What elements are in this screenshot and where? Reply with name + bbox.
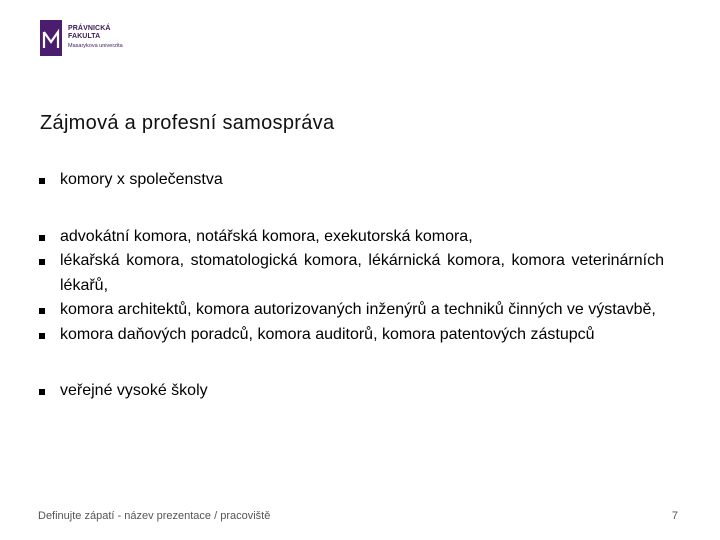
bullet-item: komory x společenstva [38, 168, 664, 193]
bullet-group-3 [38, 379, 664, 404]
faculty-logo [40, 18, 123, 56]
bullet-group-1 [38, 168, 664, 193]
logo-line-1: PRÁVNICKÁ [68, 25, 111, 32]
slide-content [38, 168, 664, 404]
footer-text: Definujte zápatí - název prezentace / pracoviště [38, 510, 271, 522]
bullet-item: lékařská komora, stomatologická komora, lékárnická komora, komora veterinárních lékařů, [38, 249, 664, 298]
bullet-item: veřejné vysoké školy [38, 379, 664, 404]
faculty-logo-text [68, 18, 123, 49]
slide-title: Zájmová a profesní samospráva [40, 112, 335, 134]
bullet-item: komora architektů, komora autorizovaných inženýrů a techniků činných ve výstavbě, [38, 298, 664, 323]
logo-line-3: Masarykova univerzita [68, 43, 123, 50]
logo-line-2: FAKULTA [68, 33, 101, 41]
bullet-item: advokátní komora, notářská komora, exekutorská komora, [38, 225, 664, 250]
faculty-logo-mark [40, 20, 62, 56]
bullet-group-2 [38, 225, 664, 348]
page-number: 7 [671, 510, 678, 522]
bullet-item: komora daňových poradců, komora auditorů, komora patentových zástupců [38, 323, 664, 348]
